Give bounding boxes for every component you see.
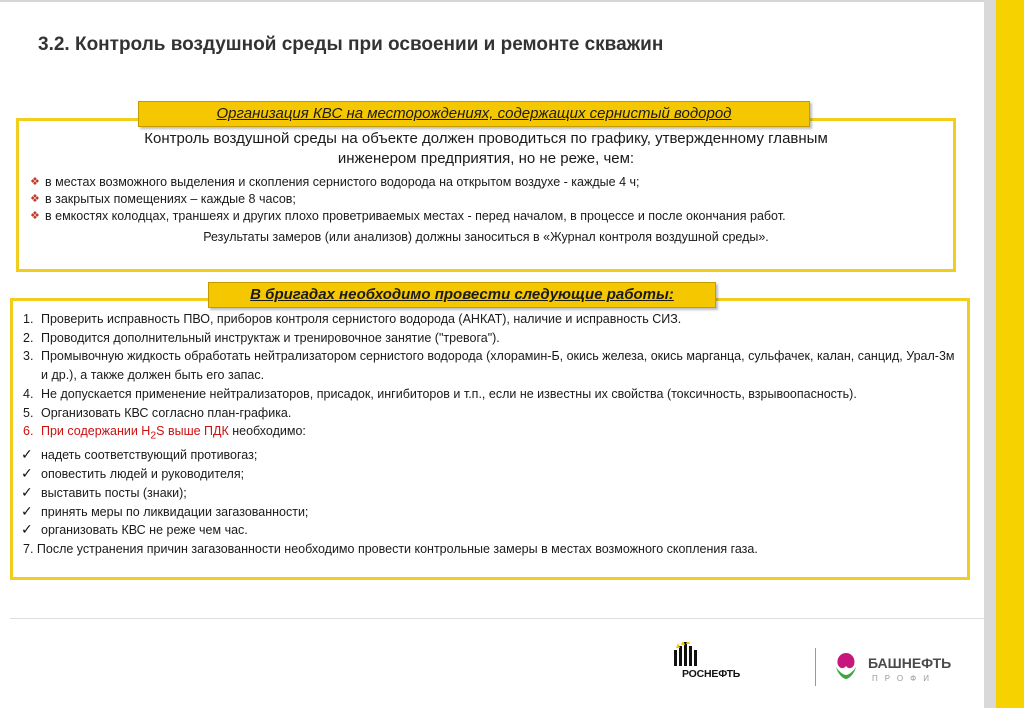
rosneft-logo-text: РОСНЕФТЬ <box>682 668 741 680</box>
bashneft-logo-subtext: ПРОФИ <box>872 674 936 683</box>
item-number: 5. <box>23 405 34 420</box>
bullet-text: в закрытых помещениях – каждые 8 часов; <box>45 192 296 206</box>
checkmark-icon: ✓ <box>21 446 33 463</box>
item-text: Проверить исправность ПВО, приборов контроля сернистого водорода (АНКАТ), наличие и исправность СИЗ. <box>41 312 682 326</box>
h2s-subscript: 2 <box>150 430 157 442</box>
table-row <box>21 310 959 329</box>
schedule-list <box>29 174 943 225</box>
item-number: 2. <box>23 330 34 345</box>
check-item <box>21 521 959 540</box>
h2s-text-before: При содержании H <box>41 424 151 439</box>
checkmark-icon: ✓ <box>21 521 33 538</box>
item-number: 1. <box>23 312 34 326</box>
diamond-bullet-icon: ❖ <box>30 193 40 205</box>
check-item <box>21 503 959 522</box>
rosneft-logo <box>666 642 806 686</box>
side-yellow-stripe <box>996 0 1024 708</box>
bullet-text: в емкостях колодцах, траншеях и других плохо проветриваемых местах - перед началом, в процессе и после окончания работ. <box>45 209 786 223</box>
item-text: Промывочную жидкость обработать нейтрализатором сернистого водорода (хлорамин-Б, окись железа, окись марганца, сульфачек, калан, санцид, Урал-3м и др.), а также должен быть его запас. <box>41 349 955 383</box>
tasks-list <box>21 310 959 559</box>
rosneft-emblem-icon <box>674 642 710 668</box>
list-item <box>29 191 943 208</box>
checkmark-icon: ✓ <box>21 465 33 482</box>
control-heading-line-1: Контроль воздушной среды на объекте должен проводиться по графику, утвержденному главным <box>144 130 828 147</box>
item-text: Организовать КВС согласно план-графика. <box>41 405 292 420</box>
list-item <box>29 208 943 225</box>
bullet-text: в местах возможного выделения и скопления сернистого водорода на открытом воздухе - каждые 4 ч; <box>45 175 640 189</box>
checkmark-icon: ✓ <box>21 502 33 519</box>
list-item <box>29 174 943 191</box>
h2s-warning-text <box>41 424 229 442</box>
item-text: Проводится дополнительный инструктаж и тренировочное занятие ("тревога"). <box>41 330 500 345</box>
check-text: надеть соответствующий противогаз; <box>41 448 258 463</box>
footer-divider <box>10 618 984 619</box>
air-control-box <box>16 118 956 272</box>
check-item <box>21 484 959 503</box>
bashneft-emblem-icon <box>830 649 862 681</box>
item-text: Не допускается применение нейтрализаторов, присадок, ингибиторов и т.п., если не известны их свойства (токсичность, взрывоопасность). <box>41 386 857 401</box>
check-text: организовать КВС не реже чем час. <box>41 523 248 538</box>
final-item: 7. После устранения причин загазованности необходимо провести контрольные замеры в местах возможного скопления газа. <box>23 541 758 556</box>
control-heading-line-2: инженером предприятия, но не реже, чем: <box>337 150 635 167</box>
side-gray-stripe <box>984 0 996 708</box>
table-row <box>21 329 959 348</box>
h2s-item <box>21 422 959 446</box>
item-number: 6. <box>23 424 34 439</box>
h2s-text-after: S выше ПДК <box>156 424 229 439</box>
top-divider <box>0 0 984 2</box>
logo-divider <box>815 648 816 686</box>
results-note: Результаты замеров (или анализов) должны заноситься в «Журнал контроля воздушной среды». <box>203 230 769 244</box>
control-heading <box>29 129 943 169</box>
checkmark-icon: ✓ <box>21 483 33 500</box>
crew-tasks-banner: В бригадах необходимо провести следующие работы: <box>208 282 716 308</box>
check-item <box>21 446 959 465</box>
crew-tasks-box <box>10 298 970 580</box>
diamond-bullet-icon: ❖ <box>30 210 40 222</box>
check-text: принять меры по ликвидации загазованности; <box>41 504 309 519</box>
kvs-organization-banner: Организация КВС на месторождениях, содержащих сернистый водород <box>138 101 810 127</box>
table-row <box>21 404 959 423</box>
diamond-bullet-icon: ❖ <box>30 176 40 188</box>
h2s-rest-text: необходимо: <box>228 424 306 439</box>
check-item <box>21 465 959 484</box>
table-row <box>21 385 959 404</box>
bashneft-logo-text: БАШНЕФТЬ <box>868 655 952 671</box>
bashneft-logo <box>826 645 976 689</box>
check-text: выставить посты (знаки); <box>41 485 187 500</box>
item-number: 4. <box>23 386 34 401</box>
table-row <box>21 347 959 384</box>
check-text: оповестить людей и руководителя; <box>41 467 245 482</box>
page-title: 3.2. Контроль воздушной среды при освоении и ремонте скважин <box>38 34 664 55</box>
item-number: 3. <box>23 349 34 364</box>
